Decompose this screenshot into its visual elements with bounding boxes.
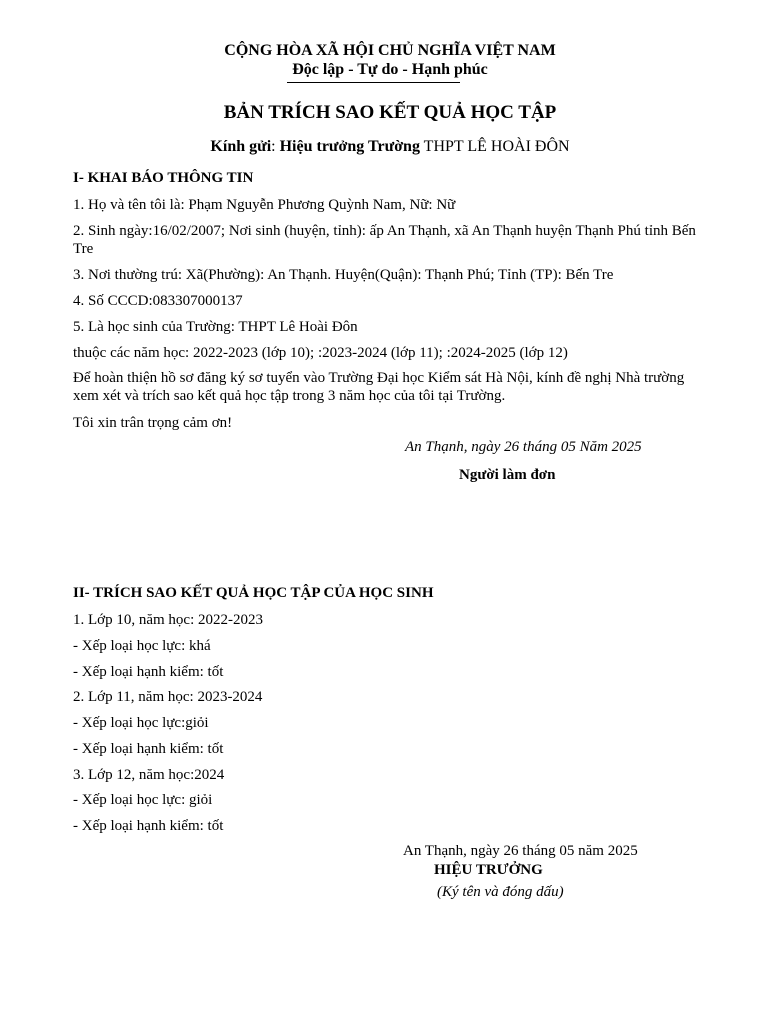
- section2-heading: II- TRÍCH SAO KẾT QUẢ HỌC TẬP CỦA HỌC SINH: [73, 585, 434, 601]
- request-paragraph: Để hoàn thiện hồ sơ đăng ký sơ tuyển vào Trường Đại học Kiểm sát Hà Nội, kính đề nghị Nhà trường xem xét và trích sao kết quả học tập trong 3 năm học của tôi tại Trường.: [73, 370, 685, 404]
- principal-date: An Thạnh, ngày 26 tháng 05 năm 2025: [403, 843, 638, 859]
- applicant-date: An Thạnh, ngày 26 tháng 05 Năm 2025: [405, 439, 642, 455]
- info-line-name: 1. Họ và tên tôi là: Phạm Nguyễn Phương Quỳnh Nam, Nữ: Nữ: [73, 197, 456, 213]
- result-line: - Xếp loại hạnh kiểm: tốt: [73, 818, 224, 834]
- result-line: 1. Lớp 10, năm học: 2022-2023: [73, 612, 263, 628]
- result-line: - Xếp loại hạnh kiểm: tốt: [73, 741, 224, 757]
- result-line: 2. Lớp 11, năm học: 2023-2024: [73, 689, 263, 705]
- thanks-line: Tôi xin trân trọng cảm ơn!: [73, 415, 233, 431]
- result-line: - Xếp loại học lực: giỏi: [73, 792, 213, 808]
- info-line-school: 5. Là học sinh của Trường: THPT Lê Hoài Đôn: [73, 319, 358, 335]
- applicant-signer: Người làm đơn: [459, 467, 556, 483]
- national-motto: Độc lập - Tự do - Hạnh phúc: [292, 61, 488, 78]
- recipient-colon: :: [271, 138, 280, 155]
- document-title: BẢN TRÍCH SAO KẾT QUẢ HỌC TẬP: [223, 102, 557, 123]
- info-line-id: 4. Số CCCD:083307000137: [73, 293, 243, 309]
- nation-header: CỘNG HÒA XÃ HỘI CHỦ NGHĨA VIỆT NAM: [224, 42, 556, 59]
- result-line: - Xếp loại học lực: khá: [73, 638, 211, 654]
- principal-sign-note: (Ký tên và đóng dấu): [437, 884, 564, 900]
- result-line: - Xếp loại hạnh kiểm: tốt: [73, 664, 224, 680]
- result-line: 3. Lớp 12, năm học:2024: [73, 767, 225, 783]
- motto-underline: [287, 82, 460, 83]
- section1-heading: I- KHAI BÁO THÔNG TIN: [73, 170, 254, 186]
- recipient-prefix: Kính gửi: [210, 138, 272, 155]
- recipient-school: THPT LÊ HOÀI ĐÔN: [419, 138, 570, 155]
- info-line-birth: 2. Sinh ngày:16/02/2007; Nơi sinh (huyện, tỉnh): ấp An Thạnh, xã An Thạnh huyện Thạnh Phú tỉnh Bến Tre: [73, 223, 696, 257]
- result-line: - Xếp loại học lực:giỏi: [73, 715, 209, 731]
- recipient-label: Hiệu trưởng Trường: [279, 138, 420, 155]
- info-line-years: thuộc các năm học: 2022-2023 (lớp 10); :2023-2024 (lớp 11); :2024-2025 (lớp 12): [73, 345, 568, 361]
- info-line-residence: 3. Nơi thường trú: Xã(Phường): An Thạnh. Huyện(Quận): Thạnh Phú; Tỉnh (TP): Bến Tre: [73, 267, 614, 283]
- principal-title: HIỆU TRƯỞNG: [434, 862, 543, 878]
- recipient-line: [0, 138, 768, 156]
